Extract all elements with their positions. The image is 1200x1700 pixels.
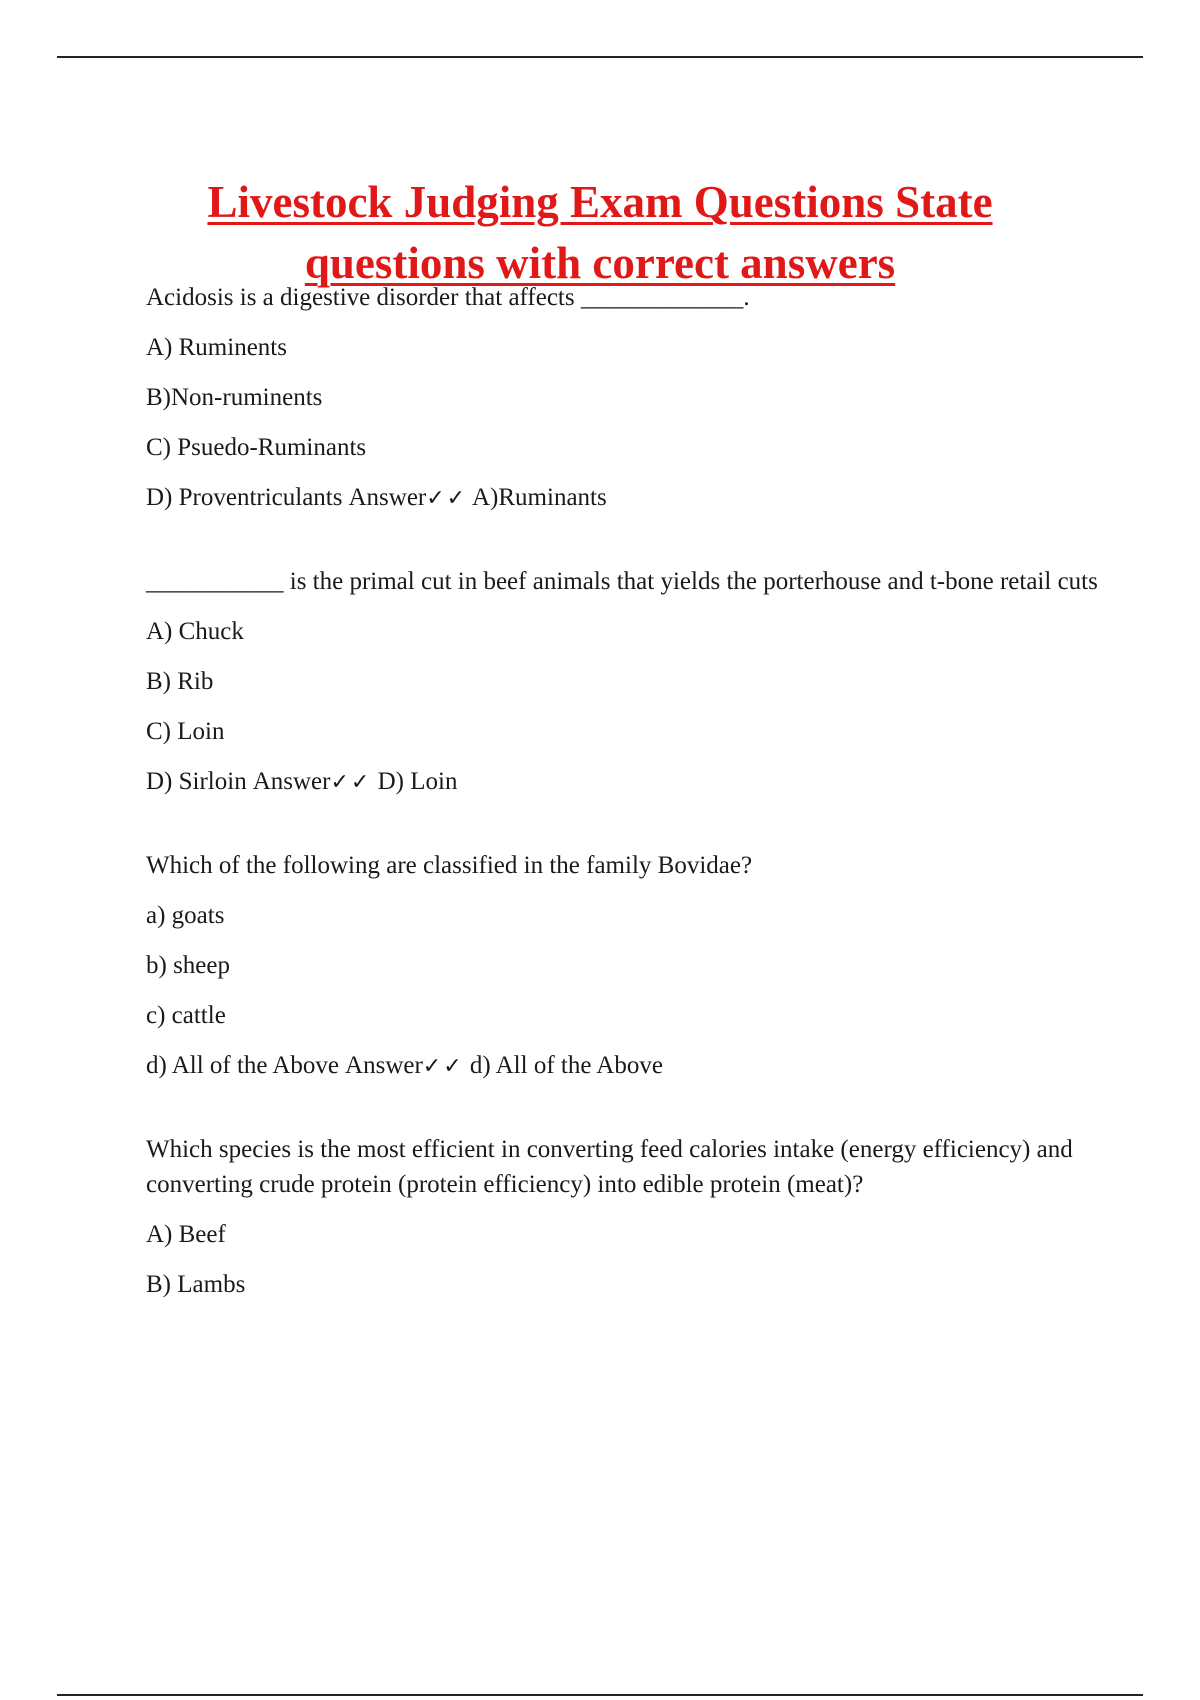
- option-d: d) All of the Above: [146, 1052, 340, 1079]
- option-d: D) Proventriculants: [146, 484, 343, 511]
- correct-answer: d) All of the Above: [469, 1052, 663, 1079]
- option-b: B) Rib: [146, 668, 214, 695]
- question-stem: Acidosis is a digestive disorder that affects _____________.: [146, 284, 750, 311]
- option-d-with-answer: [146, 1048, 1106, 1084]
- option-a: A) Ruminents: [146, 334, 287, 361]
- question-4: [146, 1132, 1106, 1302]
- header-rule: [57, 56, 1143, 58]
- title-line-1: Livestock Judging Exam Questions State: [207, 177, 993, 228]
- option-a: A) Beef: [146, 1221, 226, 1248]
- option-b: b) sheep: [146, 952, 230, 979]
- correct-answer: D) Loin: [377, 768, 458, 795]
- answer-label: Answer: [348, 484, 427, 511]
- question-2: [146, 564, 1106, 800]
- footer-rule: [57, 1694, 1143, 1696]
- option-d: D) Sirloin: [146, 768, 247, 795]
- title-line-2: questions with correct answers: [304, 238, 896, 289]
- option-c: c) cattle: [146, 1002, 226, 1029]
- option-d-with-answer: [146, 480, 1106, 516]
- question-stem: Which of the following are classified in the family Bovidae?: [146, 852, 753, 879]
- answer-label: Answer: [252, 768, 331, 795]
- question-stem: ___________ is the primal cut in beef animals that yields the porterhouse and t-bone retail cuts: [146, 568, 1098, 595]
- double-check-icon: ✓✓: [330, 770, 372, 795]
- correct-answer: A)Ruminants: [472, 484, 607, 511]
- option-a: a) goats: [146, 902, 225, 929]
- question-list: [146, 280, 1106, 1317]
- option-b: B) Lambs: [146, 1271, 246, 1298]
- option-a: A) Chuck: [146, 618, 244, 645]
- question-stem: Which species is the most efficient in converting feed calories intake (energy efficiency) and converting crude protein (protein efficiency) into edible protein (meat)?: [146, 1136, 1073, 1198]
- question-1: [146, 280, 1106, 516]
- answer-label: Answer: [345, 1052, 423, 1079]
- double-check-icon: ✓✓: [426, 486, 468, 511]
- question-3: [146, 848, 1106, 1084]
- option-b: B)Non-ruminents: [146, 384, 323, 411]
- double-check-icon: ✓✓: [422, 1054, 464, 1079]
- option-d-with-answer: [146, 764, 1106, 800]
- option-c: C) Loin: [146, 718, 225, 745]
- option-c: C) Psuedo-Ruminants: [146, 434, 367, 461]
- page-title: [120, 172, 1080, 294]
